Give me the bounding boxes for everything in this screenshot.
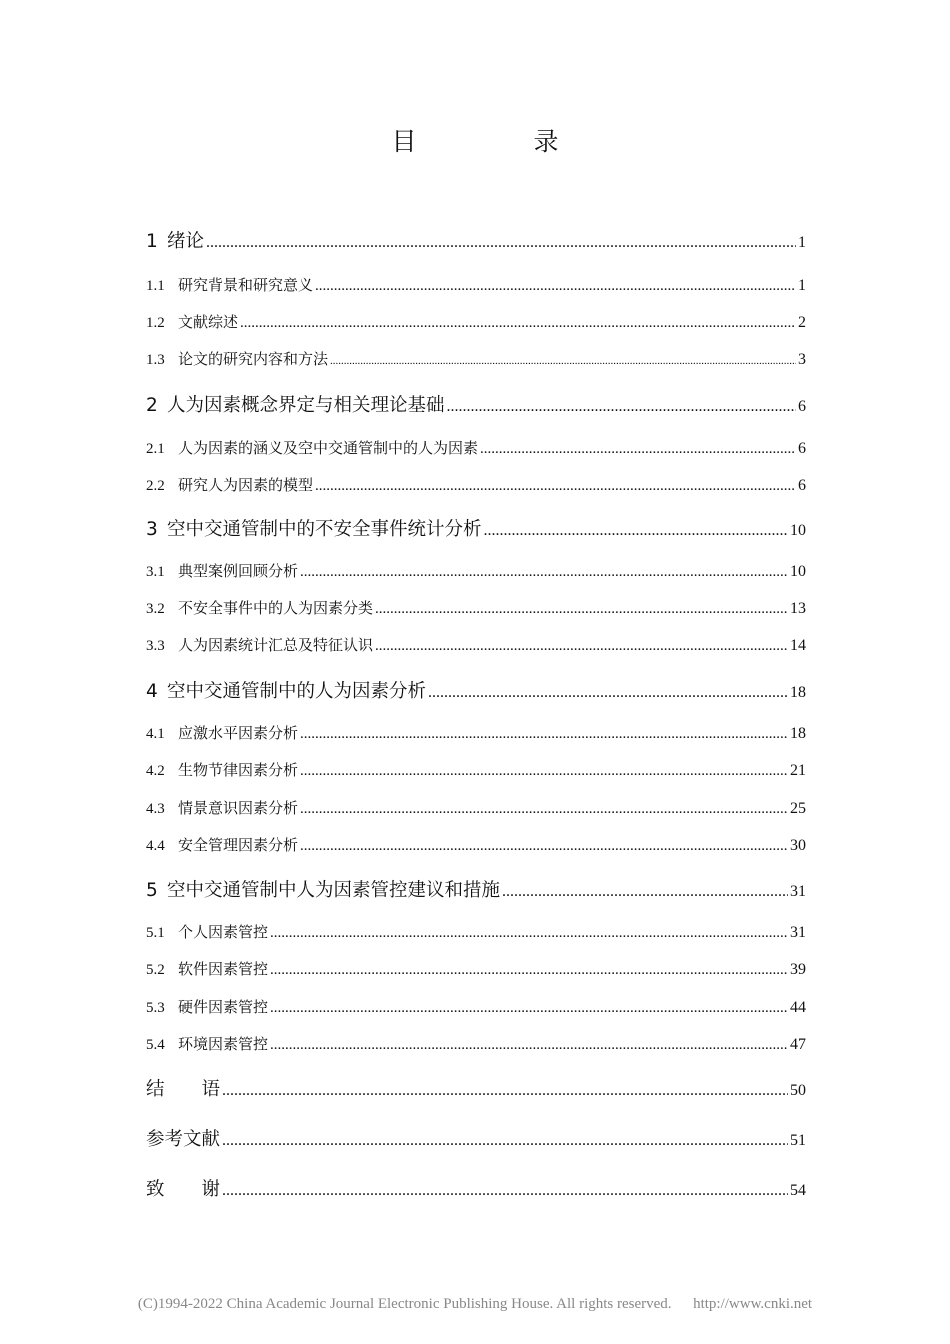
toc-label: 人为因素统计汇总及特征认识 (178, 636, 374, 654)
toc-section-3-1[interactable] (146, 560, 806, 581)
toc-number: 5.4 (146, 1037, 165, 1053)
leader-dots (428, 684, 788, 702)
toc-number: 3.3 (146, 638, 165, 654)
leader-dots (300, 801, 788, 818)
toc-section-1-3[interactable] (146, 348, 806, 369)
toc-acknowledgements[interactable] (146, 1175, 806, 1201)
toc-label: 情景意识因素分析 (178, 799, 299, 817)
toc-label: 研究人为因素的模型 (178, 476, 314, 494)
leader-dots (315, 278, 796, 295)
toc-page: 54 (790, 1182, 806, 1199)
leader-dots (480, 441, 796, 458)
toc-label: 软件因素管控 (178, 960, 269, 978)
toc-section-1-1[interactable] (146, 274, 806, 295)
toc-section-5-1[interactable] (146, 921, 806, 942)
toc-chapter-5[interactable] (146, 876, 806, 902)
toc-label: 环境因素管控 (178, 1035, 269, 1053)
toc-page: 6 (798, 398, 806, 415)
toc-page: 31 (790, 883, 806, 900)
leader-dots (315, 478, 796, 495)
toc-section-3-3[interactable] (146, 634, 806, 655)
toc-page: 10 (790, 563, 806, 580)
toc-page: 1 (798, 277, 806, 294)
toc-label: 生物节律因素分析 (178, 761, 299, 779)
toc-number: 3.2 (146, 601, 165, 617)
toc-number: 4.2 (146, 763, 165, 779)
toc-page: 6 (798, 440, 806, 457)
leader-dots (270, 925, 788, 942)
toc-number: 1.2 (146, 315, 165, 331)
toc-page: 6 (798, 477, 806, 494)
toc-page: 18 (790, 725, 806, 742)
toc-page: 21 (790, 762, 806, 779)
toc-section-2-2[interactable] (146, 474, 806, 495)
leader-dots (240, 315, 796, 332)
toc-label: 典型案例回顾分析 (178, 562, 299, 580)
toc-label: 空中交通管制中的人为因素分析 (167, 681, 427, 702)
toc-number: 5.1 (146, 925, 165, 941)
toc-number: 1 (146, 231, 158, 252)
toc-section-4-3[interactable] (146, 797, 806, 818)
leader-dots (484, 522, 788, 540)
toc-number: 5.2 (146, 962, 165, 978)
leader-dots (222, 1082, 788, 1100)
toc-page: 39 (790, 961, 806, 978)
toc-label: 文献综述 (178, 313, 239, 331)
leader-dots (300, 838, 788, 855)
toc-label: 参考文献 (146, 1129, 221, 1150)
leader-dots (270, 962, 788, 979)
page-title: 目 录 (391, 127, 605, 156)
toc-number: 5.3 (146, 1000, 165, 1016)
toc-section-2-1[interactable] (146, 437, 806, 458)
toc-label: 人为因素的涵义及空中交通管制中的人为因素 (178, 439, 479, 457)
toc-number: 4 (146, 681, 158, 702)
toc-label: 研究背景和研究意义 (178, 276, 314, 294)
toc-label: 应激水平因素分析 (178, 724, 299, 742)
toc-section-4-1[interactable] (146, 722, 806, 743)
toc-label: 致 谢 (146, 1179, 221, 1200)
toc-page: 3 (798, 351, 806, 368)
toc-section-5-4[interactable] (146, 1033, 806, 1054)
toc-number: 4.4 (146, 838, 165, 854)
toc-number: 1.3 (146, 352, 165, 368)
toc-page: 14 (790, 637, 806, 654)
toc-section-3-2[interactable] (146, 597, 806, 618)
toc-label: 人为因素概念界定与相关理论基础 (167, 395, 445, 416)
toc-page: 31 (790, 924, 806, 941)
toc-section-4-2[interactable] (146, 759, 806, 780)
toc-page: 50 (790, 1082, 806, 1099)
toc-page: 1 (798, 234, 806, 251)
leader-dots (270, 1000, 788, 1017)
leader-dots (222, 1182, 788, 1200)
leader-dots (330, 355, 796, 367)
toc-page: 30 (790, 837, 806, 854)
toc-label: 安全管理因素分析 (178, 836, 299, 854)
leader-dots (502, 883, 788, 901)
leader-dots (300, 763, 788, 780)
toc-page: 51 (790, 1132, 806, 1149)
toc-chapter-2[interactable] (146, 391, 806, 417)
toc-number: 2.2 (146, 478, 165, 494)
toc-page: 25 (790, 800, 806, 817)
toc-number: 3.1 (146, 564, 165, 580)
leader-dots (222, 1132, 788, 1150)
toc-section-5-2[interactable] (146, 958, 806, 979)
leader-dots (300, 726, 788, 743)
leader-dots (270, 1037, 788, 1054)
toc-number: 1.1 (146, 278, 165, 294)
toc-label: 个人因素管控 (178, 923, 269, 941)
toc-chapter-4[interactable] (146, 677, 806, 703)
leader-dots (375, 638, 788, 655)
toc-label: 空中交通管制中的不安全事件统计分析 (167, 519, 482, 540)
toc-number: 5 (146, 880, 158, 901)
toc-number: 2 (146, 395, 158, 416)
toc-label: 结 语 (146, 1079, 221, 1100)
toc-chapter-3[interactable] (146, 515, 806, 541)
toc-references[interactable] (146, 1125, 806, 1151)
toc-label: 硬件因素管控 (178, 998, 269, 1016)
toc-page: 44 (790, 999, 806, 1016)
toc-page: 18 (790, 684, 806, 701)
toc-number: 2.1 (146, 441, 165, 457)
toc-label: 绪论 (167, 231, 205, 252)
toc-page: 10 (790, 522, 806, 539)
leader-dots (375, 601, 788, 618)
toc-page: 2 (798, 314, 806, 331)
toc-chapter-1[interactable] (146, 227, 806, 253)
toc-conclusion[interactable] (146, 1075, 806, 1101)
copyright-footer (0, 1296, 950, 1313)
toc-section-4-4[interactable] (146, 834, 806, 855)
toc-section-5-3[interactable] (146, 996, 806, 1017)
footer-url[interactable]: http://www.cnki.net (693, 1296, 813, 1312)
copyright-text: (C)1994-2022 China Academic Journal Electronic Publishing House. All rights reserved. (137, 1296, 672, 1312)
leader-dots (300, 564, 788, 581)
leader-dots (447, 398, 796, 416)
toc-label: 论文的研究内容和方法 (178, 350, 329, 368)
toc-section-1-2[interactable] (146, 311, 806, 332)
toc-page: 47 (790, 1036, 806, 1053)
toc-number: 3 (146, 519, 158, 540)
toc-label: 不安全事件中的人为因素分类 (178, 599, 374, 617)
toc-label: 空中交通管制中人为因素管控建议和措施 (167, 880, 501, 901)
toc-page: 13 (790, 600, 806, 617)
toc-number: 4.1 (146, 726, 165, 742)
leader-dots (206, 234, 796, 252)
toc-number: 4.3 (146, 801, 165, 817)
